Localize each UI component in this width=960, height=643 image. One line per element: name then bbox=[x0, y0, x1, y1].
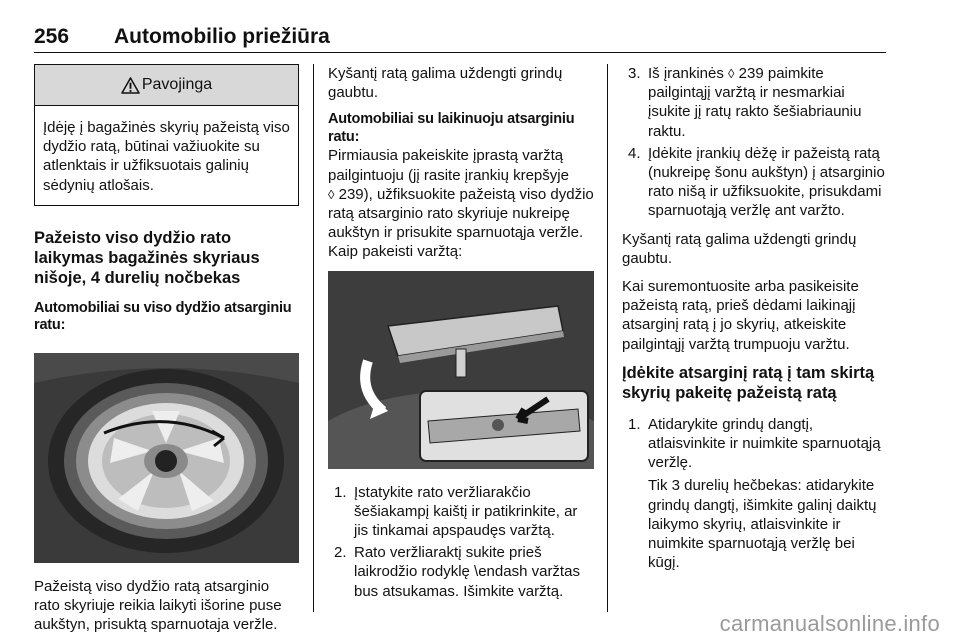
bolt-replacement-image bbox=[328, 271, 594, 469]
watermark: carmanualsonline.info bbox=[719, 611, 940, 636]
step-number: 1. bbox=[334, 483, 347, 501]
steps-list bbox=[328, 483, 594, 601]
page-reference-icon: ◊ bbox=[728, 66, 735, 81]
page-number: 256 bbox=[34, 25, 70, 48]
page-header bbox=[34, 22, 886, 53]
column-3 bbox=[622, 64, 890, 581]
paragraph-text: Pirmiausia pakeiskite įprastą varžtą pailgintuoju (jį rasite įrankių krepšyje bbox=[328, 147, 569, 184]
step-text: Atidarykite grindų dangtį, atlaisvinkite ir nuimkite sparnuotąją veržlę. bbox=[648, 415, 881, 472]
step-text: Įdėkite įrankių dėžę ir pažeistą ratą (nukreipę šonu aukštyn) į atsarginio rato nišą ir užfiksuokite, prisukdami sparnuotąją veržlę ant varžto. bbox=[648, 144, 885, 220]
list-item bbox=[622, 64, 890, 141]
paragraph-text: 239), užfiksuokite pažeistą viso dydžio ratą atsarginio rato skyriuje nukreipę aukštyn ir prisukite sparnuotąja veržle. Kaip pakeisti varžtą: bbox=[328, 185, 594, 261]
step-note: Tik 3 durelių hečbekas: atidarykite grindų dangtį, išimkite galinį daiktų laikymo skyrių, atlaisvinkite ir nuimkite sparnuotąją veržlę bei kūgį. bbox=[648, 477, 877, 572]
step-number: 1. bbox=[628, 415, 641, 433]
paragraph: Kyšantį ratą galima uždengti grindų gaubtu. bbox=[328, 65, 563, 102]
list-item bbox=[328, 483, 594, 541]
warning-header bbox=[35, 65, 298, 106]
warning-triangle-icon bbox=[121, 77, 140, 94]
list-item bbox=[328, 543, 594, 601]
subheading: Automobiliai su laikinuoju atsarginiu ratu: bbox=[328, 111, 575, 145]
section-title: Įdėkite atsarginį ratą į tam skirtą skyrių pakeitę pažeistą ratą bbox=[622, 363, 875, 402]
step-text: 239 paimkite pailgintąjį varžtą ir nesmarkiai įsukite jį ratų rakto šešiabriauniu raktu. bbox=[648, 65, 862, 140]
paragraph: Kai suremontuosite arba pasikeisite pažeistą ratą, prieš dėdami laikinąjį atsarginį ratą į jo skyrių, atkeiskite pailgintąjį varžtą trumpuoju varžtu. bbox=[622, 278, 859, 353]
list-item bbox=[622, 144, 890, 221]
page-reference-icon: ◊ bbox=[328, 186, 335, 202]
column-1 bbox=[34, 64, 299, 643]
column-divider bbox=[607, 64, 608, 612]
step-text: Rato veržliaraktį sukite prieš laikrodžio rodyklę \endash varžtas bus atsukamas. Išimkite varžtą. bbox=[354, 544, 580, 600]
step-text: Įstatykite rato veržliarakčio šešiakampį kaištį ir patikrinkite, ar jis tinkamai apspaudęs varžtą. bbox=[354, 483, 578, 540]
paragraph bbox=[328, 146, 594, 261]
list-item bbox=[622, 415, 890, 573]
column-divider bbox=[313, 64, 314, 612]
bolt-replacement-illustration bbox=[328, 271, 594, 469]
warning-text: Įdėję į bagažinės skyrių pažeistą viso dydžio ratą, būtinai važiuokite su atlenktais ir užfiksuotais galinių sėdynių atlošais. bbox=[43, 119, 290, 194]
figure-caption: Pažeistą viso dydžio ratą atsarginio rato skyriuje reikia laikyti išorine puse aukštyn, prisuktą sparnuotaja veržle. bbox=[34, 577, 282, 634]
step-text: Iš įrankinės bbox=[648, 65, 724, 82]
step-number: 3. bbox=[628, 65, 641, 82]
chapter-title: Automobilio priežiūra bbox=[114, 25, 330, 48]
paragraph: Kyšantį ratą galima uždengti grindų gaubtu. bbox=[622, 230, 857, 267]
warning-title: Pavojinga bbox=[141, 76, 213, 94]
warning-box bbox=[34, 64, 299, 206]
spare-wheel-image bbox=[34, 353, 299, 563]
subheading: Automobiliai su viso dydžio atsarginiu ratu: bbox=[34, 299, 292, 334]
spare-wheel-illustration bbox=[34, 353, 299, 563]
step-number: 2. bbox=[334, 544, 347, 562]
steps-list bbox=[622, 64, 890, 221]
step-number: 4. bbox=[628, 144, 641, 162]
column-2 bbox=[328, 64, 594, 610]
section-title: Pažeisto viso dydžio rato laikymas bagažinės skyriaus nišoje, 4 durelių nočbekas bbox=[34, 228, 260, 287]
steps-list bbox=[622, 415, 890, 573]
